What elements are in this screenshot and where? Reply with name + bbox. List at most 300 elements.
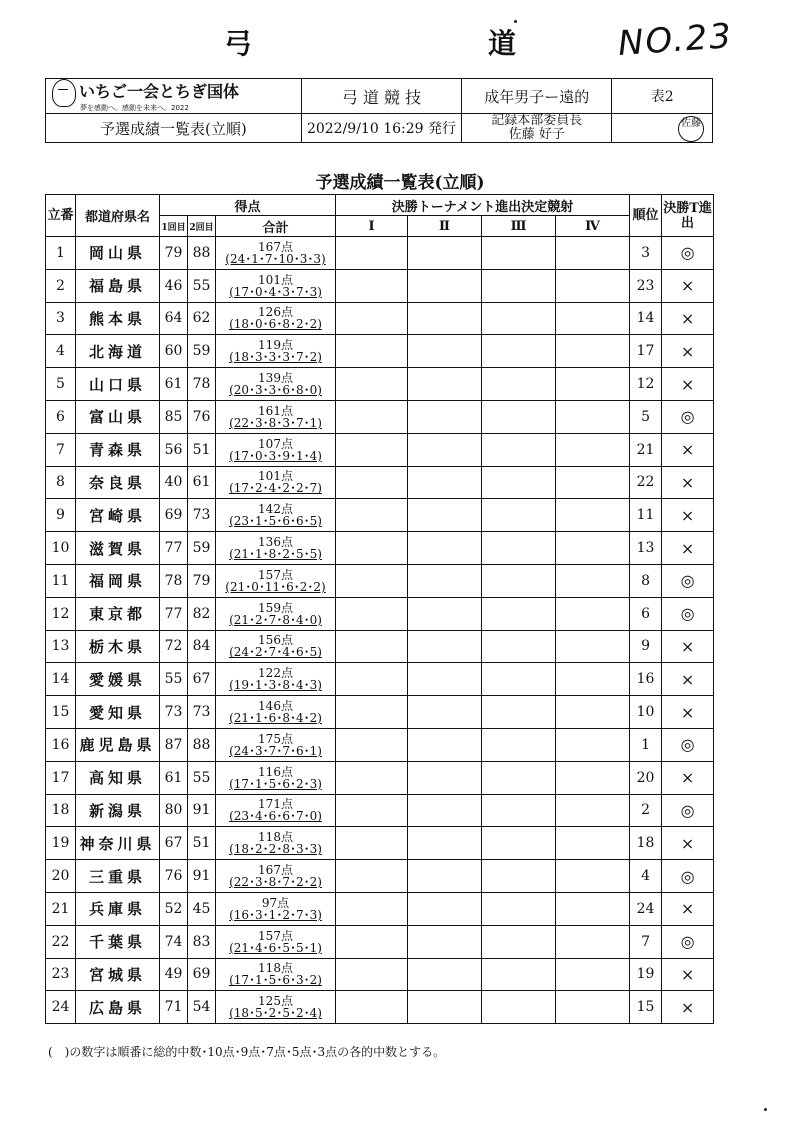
row-t1 [336, 466, 408, 499]
row-total-detail: (17･1･5･6･3･2) [229, 973, 322, 988]
row-t2 [408, 368, 482, 401]
row-t4 [556, 728, 630, 761]
row-pref: 宮崎県 [76, 499, 160, 532]
col-round2: 2回目 [188, 216, 216, 237]
row-t4 [556, 925, 630, 958]
table-row [46, 499, 714, 532]
row-order: 15 [46, 696, 76, 729]
row-total-detail: (21･1･6･8･4･2) [229, 711, 322, 726]
row-rank: 1 [630, 728, 662, 761]
row-total-points: 156点 [258, 633, 293, 648]
row-t3 [482, 630, 556, 663]
row-rank: 3 [630, 237, 662, 270]
row-t2 [408, 564, 482, 597]
row-total-points: 171点 [258, 797, 293, 812]
handwritten-number: NO.23 [616, 16, 735, 64]
row-total-points: 119点 [258, 338, 293, 353]
mascot-icon [52, 79, 76, 107]
row-t3 [482, 499, 556, 532]
row-pref: 広島県 [76, 991, 160, 1024]
row-order: 4 [46, 335, 76, 368]
row-total-detail: (16･3･1･2･7･3) [229, 907, 322, 922]
row-t1 [336, 302, 408, 335]
row-order: 6 [46, 400, 76, 433]
row-total-detail: (17･1･5･6･2･3) [229, 776, 322, 791]
row-t2 [408, 925, 482, 958]
row-round2: 62 [188, 302, 216, 335]
footnote: ( )の数字は順番に総的中数･10点･9点･7点･5点･3点の各的中数とする。 [48, 1045, 446, 1059]
table-number: 表2 [612, 79, 713, 114]
row-pref: 北海道 [76, 335, 160, 368]
row-total [216, 335, 336, 368]
row-total [216, 400, 336, 433]
table-row [46, 368, 714, 401]
row-total-detail: (18･5･2･5･2･4) [229, 1006, 322, 1021]
row-advance: × [662, 827, 714, 860]
row-round2: 51 [188, 827, 216, 860]
row-t1 [336, 728, 408, 761]
row-t1 [336, 597, 408, 630]
row-total-points: 146点 [258, 699, 293, 714]
row-t4 [556, 466, 630, 499]
row-t2 [408, 892, 482, 925]
row-t1 [336, 958, 408, 991]
row-total [216, 827, 336, 860]
row-t1 [336, 696, 408, 729]
row-advance: × [662, 892, 714, 925]
row-rank: 13 [630, 532, 662, 565]
row-total [216, 499, 336, 532]
header-table [45, 78, 713, 143]
row-t4 [556, 564, 630, 597]
row-advance: ◎ [662, 794, 714, 827]
row-rank: 4 [630, 860, 662, 893]
col-total: 合計 [216, 216, 336, 237]
table-row [46, 564, 714, 597]
row-pref: 福島県 [76, 269, 160, 302]
row-order: 20 [46, 860, 76, 893]
row-t2 [408, 237, 482, 270]
row-t1 [336, 925, 408, 958]
table-row [46, 991, 714, 1024]
row-round1: 76 [160, 860, 188, 893]
row-round2: 55 [188, 761, 216, 794]
row-total [216, 794, 336, 827]
row-total-detail: (20･3･3･6･8･0) [229, 383, 322, 398]
row-pref: 高知県 [76, 761, 160, 794]
row-order: 22 [46, 925, 76, 958]
table-row [46, 597, 714, 630]
row-round1: 61 [160, 368, 188, 401]
row-round1: 67 [160, 827, 188, 860]
row-total-points: 167点 [258, 863, 293, 878]
row-t2 [408, 794, 482, 827]
row-pref: 千葉県 [76, 925, 160, 958]
row-advance: × [662, 269, 714, 302]
row-total [216, 630, 336, 663]
row-t1 [336, 400, 408, 433]
row-advance: × [662, 991, 714, 1024]
row-t3 [482, 991, 556, 1024]
row-round1: 73 [160, 696, 188, 729]
row-t3 [482, 925, 556, 958]
row-t3 [482, 860, 556, 893]
row-total-points: 157点 [258, 928, 293, 943]
official-title: 記録本部委員長 [491, 113, 583, 128]
row-round1: 61 [160, 761, 188, 794]
row-order: 2 [46, 269, 76, 302]
row-order: 14 [46, 663, 76, 696]
row-rank: 20 [630, 761, 662, 794]
row-pref: 岡山県 [76, 237, 160, 270]
row-order: 24 [46, 991, 76, 1024]
row-total-points: 118点 [258, 961, 293, 976]
row-pref: 鹿児島県 [76, 728, 160, 761]
row-round1: 52 [160, 892, 188, 925]
row-round1: 55 [160, 663, 188, 696]
row-t3 [482, 433, 556, 466]
row-t4 [556, 892, 630, 925]
row-t2 [408, 696, 482, 729]
row-t4 [556, 269, 630, 302]
row-total-detail: (23･4･6･6･7･0) [229, 809, 322, 824]
table-row [46, 237, 714, 270]
row-rank: 10 [630, 696, 662, 729]
scan-speck [514, 20, 517, 23]
row-total-detail: (23･1･5･6･6･5) [229, 514, 322, 529]
official [462, 114, 612, 143]
row-total [216, 991, 336, 1024]
row-round1: 40 [160, 466, 188, 499]
row-t4 [556, 991, 630, 1024]
row-round2: 59 [188, 532, 216, 565]
row-t2 [408, 499, 482, 532]
row-t3 [482, 696, 556, 729]
row-t3 [482, 564, 556, 597]
row-total [216, 466, 336, 499]
row-t2 [408, 532, 482, 565]
row-rank: 15 [630, 991, 662, 1024]
row-total-detail: (17･0･3･9･1･4) [229, 448, 322, 463]
row-advance: × [662, 958, 714, 991]
row-advance: × [662, 335, 714, 368]
table-row [46, 761, 714, 794]
table-row [46, 302, 714, 335]
row-total [216, 433, 336, 466]
table-row [46, 827, 714, 860]
row-t4 [556, 335, 630, 368]
table-row [46, 696, 714, 729]
row-t1 [336, 827, 408, 860]
results-body [46, 237, 714, 1024]
row-t2 [408, 269, 482, 302]
row-rank: 9 [630, 630, 662, 663]
row-t4 [556, 237, 630, 270]
row-rank: 12 [630, 368, 662, 401]
row-rank: 19 [630, 958, 662, 991]
table-row [46, 728, 714, 761]
row-total-points: 116点 [258, 764, 293, 779]
row-t3 [482, 400, 556, 433]
row-t1 [336, 892, 408, 925]
row-round2: 54 [188, 991, 216, 1024]
row-round1: 64 [160, 302, 188, 335]
row-round1: 56 [160, 433, 188, 466]
table-row [46, 958, 714, 991]
row-order: 19 [46, 827, 76, 860]
row-rank: 2 [630, 794, 662, 827]
row-total-detail: (21･2･7･8･4･0) [229, 612, 322, 627]
row-order: 9 [46, 499, 76, 532]
row-order: 21 [46, 892, 76, 925]
row-round1: 60 [160, 335, 188, 368]
row-advance: × [662, 433, 714, 466]
row-t2 [408, 597, 482, 630]
row-pref: 新潟県 [76, 794, 160, 827]
col-rank: 順位 [630, 195, 662, 237]
row-total-detail: (22･3･8･3･7･1) [229, 415, 322, 430]
row-rank: 8 [630, 564, 662, 597]
row-total-detail: (18･0･6･8･2･2) [229, 317, 322, 332]
row-t2 [408, 663, 482, 696]
row-t4 [556, 696, 630, 729]
row-advance: ◎ [662, 597, 714, 630]
row-pref: 富山県 [76, 400, 160, 433]
col-t2: Ⅱ [408, 216, 482, 237]
row-t3 [482, 663, 556, 696]
row-round2: 88 [188, 237, 216, 270]
row-total [216, 597, 336, 630]
table-row [46, 860, 714, 893]
row-round1: 46 [160, 269, 188, 302]
row-advance: ◎ [662, 400, 714, 433]
table-row [46, 892, 714, 925]
row-t1 [336, 433, 408, 466]
row-advance: ◎ [662, 237, 714, 270]
row-t4 [556, 794, 630, 827]
row-t2 [408, 958, 482, 991]
row-t4 [556, 860, 630, 893]
row-pref: 神奈川県 [76, 827, 160, 860]
row-total [216, 958, 336, 991]
row-total [216, 368, 336, 401]
row-rank: 6 [630, 597, 662, 630]
row-t1 [336, 761, 408, 794]
col-pref: 都道府県名 [76, 195, 160, 237]
row-order: 7 [46, 433, 76, 466]
row-round2: 79 [188, 564, 216, 597]
row-t2 [408, 991, 482, 1024]
row-t4 [556, 630, 630, 663]
row-total-points: 167点 [258, 239, 293, 254]
row-advance: ◎ [662, 728, 714, 761]
row-t1 [336, 564, 408, 597]
row-t2 [408, 827, 482, 860]
row-round2: 78 [188, 368, 216, 401]
row-total-points: 157点 [258, 567, 293, 582]
row-t1 [336, 532, 408, 565]
row-order: 13 [46, 630, 76, 663]
row-round2: 91 [188, 860, 216, 893]
row-t4 [556, 302, 630, 335]
table-row [46, 925, 714, 958]
table-row [46, 269, 714, 302]
row-t3 [482, 597, 556, 630]
row-order: 11 [46, 564, 76, 597]
row-t1 [336, 269, 408, 302]
row-t2 [408, 630, 482, 663]
row-rank: 16 [630, 663, 662, 696]
col-order: 立番 [46, 195, 76, 237]
row-total-points: 107点 [258, 436, 293, 451]
row-t2 [408, 400, 482, 433]
row-rank: 22 [630, 466, 662, 499]
row-round1: 87 [160, 728, 188, 761]
row-rank: 11 [630, 499, 662, 532]
row-total-detail: (21･0･11･6･2･2) [225, 579, 326, 594]
row-total-points: 101点 [258, 469, 293, 484]
row-t3 [482, 269, 556, 302]
row-round2: 88 [188, 728, 216, 761]
row-t3 [482, 466, 556, 499]
table-row [46, 630, 714, 663]
row-order: 3 [46, 302, 76, 335]
row-total-detail: (18･2･2･8･3･3) [229, 842, 322, 857]
row-pref: 青森県 [76, 433, 160, 466]
row-pref: 奈良県 [76, 466, 160, 499]
row-t4 [556, 827, 630, 860]
row-rank: 5 [630, 400, 662, 433]
row-order: 5 [46, 368, 76, 401]
row-advance: ◎ [662, 925, 714, 958]
row-advance: × [662, 466, 714, 499]
row-t4 [556, 400, 630, 433]
row-rank: 7 [630, 925, 662, 958]
col-t4: Ⅳ [556, 216, 630, 237]
row-round2: 73 [188, 696, 216, 729]
row-advance: × [662, 499, 714, 532]
row-round2: 59 [188, 335, 216, 368]
row-rank: 17 [630, 335, 662, 368]
col-score: 得点 [160, 195, 336, 216]
row-advance: × [662, 761, 714, 794]
row-t4 [556, 368, 630, 401]
row-round2: 55 [188, 269, 216, 302]
row-order: 12 [46, 597, 76, 630]
row-advance: × [662, 532, 714, 565]
row-pref: 三重県 [76, 860, 160, 893]
row-total-points: 139点 [258, 371, 293, 386]
row-total-points: 101点 [258, 272, 293, 287]
row-round2: 76 [188, 400, 216, 433]
row-t1 [336, 860, 408, 893]
row-t1 [336, 237, 408, 270]
row-pref: 兵庫県 [76, 892, 160, 925]
table-row [46, 466, 714, 499]
row-round2: 82 [188, 597, 216, 630]
col-t1: Ⅰ [336, 216, 408, 237]
row-total-points: 175点 [258, 731, 293, 746]
row-pref: 栃木県 [76, 630, 160, 663]
row-t3 [482, 335, 556, 368]
row-round2: 67 [188, 663, 216, 696]
row-round1: 79 [160, 237, 188, 270]
row-t3 [482, 237, 556, 270]
row-total-detail: (18･3･3･3･7･2) [229, 350, 322, 365]
row-round2: 91 [188, 794, 216, 827]
row-order: 16 [46, 728, 76, 761]
row-t4 [556, 433, 630, 466]
row-round2: 51 [188, 433, 216, 466]
table-title: 予選成績一覧表(立順) [315, 173, 485, 193]
row-total [216, 892, 336, 925]
row-pref: 東京都 [76, 597, 160, 630]
row-advance: × [662, 630, 714, 663]
logo-cell [46, 79, 302, 114]
row-advance: ◎ [662, 564, 714, 597]
row-t3 [482, 728, 556, 761]
row-order: 18 [46, 794, 76, 827]
row-advance: × [662, 368, 714, 401]
row-t1 [336, 663, 408, 696]
row-order: 23 [46, 958, 76, 991]
row-round1: 80 [160, 794, 188, 827]
issued-date: 2022/9/10 16:29 発行 [301, 114, 461, 143]
table-row [46, 335, 714, 368]
row-total-detail: (22･3･8･7･2･2) [229, 875, 322, 890]
row-t2 [408, 761, 482, 794]
row-total [216, 925, 336, 958]
row-rank: 23 [630, 269, 662, 302]
row-pref: 山口県 [76, 368, 160, 401]
row-round2: 45 [188, 892, 216, 925]
row-t3 [482, 827, 556, 860]
row-t3 [482, 368, 556, 401]
row-total [216, 532, 336, 565]
row-t3 [482, 794, 556, 827]
event-name: 弓 道 競 技 [301, 79, 461, 114]
row-total-points: 118点 [258, 830, 293, 845]
col-t3: Ⅲ [482, 216, 556, 237]
row-round2: 69 [188, 958, 216, 991]
row-t2 [408, 728, 482, 761]
row-total-detail: (24･1･7･10･3･3) [225, 251, 326, 266]
row-total-points: 126点 [258, 305, 293, 320]
row-round2: 83 [188, 925, 216, 958]
row-round2: 84 [188, 630, 216, 663]
row-total-points: 136点 [258, 535, 293, 550]
row-t4 [556, 532, 630, 565]
table-row [46, 433, 714, 466]
col-tournament: 決勝トーナメント進出決定競射 [336, 195, 630, 216]
logo-slogan: 夢を感動へ。感動を未来へ。2022 [80, 104, 189, 112]
row-t1 [336, 499, 408, 532]
row-t2 [408, 335, 482, 368]
row-rank: 21 [630, 433, 662, 466]
row-total-points: 142点 [258, 502, 293, 517]
row-total [216, 860, 336, 893]
row-rank: 24 [630, 892, 662, 925]
row-total-detail: (21･4･6･5･5･1) [229, 940, 322, 955]
row-total [216, 302, 336, 335]
row-pref: 福岡県 [76, 564, 160, 597]
row-t1 [336, 630, 408, 663]
row-total-detail: (17･0･4･3･7･3) [229, 284, 322, 299]
row-round1: 49 [160, 958, 188, 991]
row-pref: 愛媛県 [76, 663, 160, 696]
row-total-detail: (24･2･7･4･6･5) [229, 645, 322, 660]
row-total [216, 237, 336, 270]
